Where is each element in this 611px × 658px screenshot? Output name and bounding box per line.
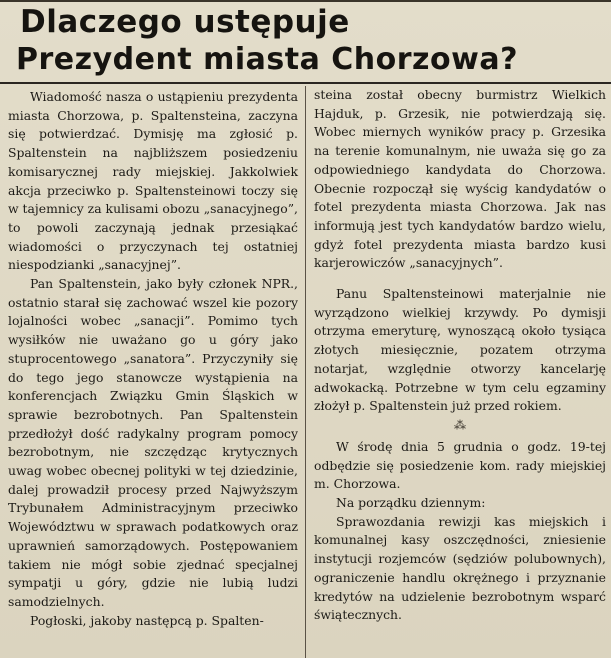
notice-paragraph-3: Sprawozdania rewizji kas miejskich i komunalnej kasy oszczędności, zniesienie instytucji rozjemców (sędziów polubownych), ograniczenie handlu okrężnego i przyznanie kredytów na udzielenie bezrobotnym wsparć świątecznych. xyxy=(314,513,606,623)
headline-line-2: Prezydent miasta Chorzowa? xyxy=(16,42,518,77)
article-paragraph-3-continued: steina został obecny burmistrz Wielkich Hajduk, p. Grzesik, nie potwierdzają się. Wobec miernych wyników pracy p. Grzesika na terenie komunalnym, nie uważa się go za odpowiedniego kandydata do Chorzowa. Obecnie rozpoczął się wyścig kandydatów o fotel prezydenta miasta Chorzowa. Jak nas informują jest tych kandydatów bardzo wielu, gdyż fotel prezydenta miasta bardzo kusi karjerowiczów „sanacyjnych”. xyxy=(314,87,606,271)
section-separator: ⁂ xyxy=(454,417,466,432)
notice-paragraph-1: W środę dnia 5 grudnia o godz. 19-tej odbędzie się posiedzenie kom. rady miejskiej m. Chorzowa. xyxy=(314,438,606,492)
right-column xyxy=(314,86,606,625)
headline-line-1: Dlaczego ustępuje xyxy=(20,4,350,40)
article-paragraph-1: Wiadomość nasza o ustąpieniu prezydenta miasta Chorzowa, p. Spaltensteina, zaczyna się potwierdzać. Dymisję ma zgłosić p. Spaltenstein na najbliższem posiedzeniu komisarycznej rady miejskiej. Jakkolwiek akcja przeciwko p. Spaltensteinowi toczy się w tajemnicy za kulisami obozu „sanacyjnego”, to powoli zaczynają jednak przesiąkać wiadomości o przyczynach tej ostatniej niespodzianki „sanacyjnej”. xyxy=(8,89,298,273)
column-divider xyxy=(305,86,306,658)
article-paragraph-3: Pogłoski, jakoby następcą p. Spalten- xyxy=(30,612,264,628)
article-paragraph-4: Panu Spaltensteinowi materjalnie nie wyrządzono wielkiej krzywdy. Po dymisji otrzyma emeryturę, wynoszącą około tysiąca złotych miesięcznie, pozatem otrzyma notarjat, względnie otworzy kancelarję adwokacką. Potrzebne w tym celu egzaminy złożył p. Spaltenstein już przed rokiem. xyxy=(314,286,606,414)
article-paragraph-2: Pan Spaltenstein, jako były członek NPR., ostatnio starał się zachować wszel kie pozory lojalności wobec „sanacji”. Pomimo tych wysiłków nie uważano go u góry jako stuprocentowego „sanatora”. Przyczyniły się do tego jego stanowcze wystąpienia na konferencjach Związku Gmin Śląskich w sprawie bezrobotnych. Pan Spaltenstein przedłożył dość radykalny program pomocy bezrobotnym, nie szczędząc krytycznych uwag wobec obecnej polityki w tej dziedzinie, dalej prowadził procesy przed Najwyższym Trybunałem Administracyjnym przeciwko Województwu w sprawach podatkowych oraz uprawnień samorządowych. Postępowaniem takiem nie mógł sobie zjednać specjalnej sympatji u góry, gdzie nie lubią ludzi samodzielnych. xyxy=(8,276,298,609)
notice-paragraph-2: Na porządku dziennym: xyxy=(336,495,486,511)
headline-block xyxy=(0,0,611,84)
left-column xyxy=(8,88,298,630)
